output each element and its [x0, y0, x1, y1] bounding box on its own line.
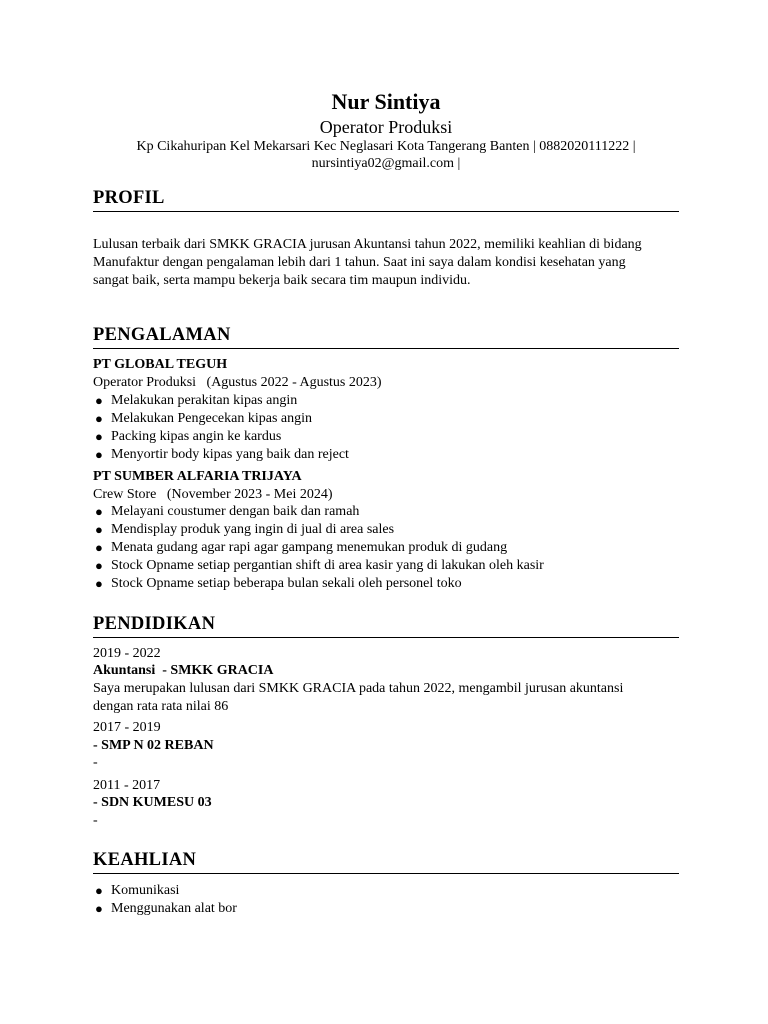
education-years: 2017 - 2019 — [93, 720, 161, 735]
list-item: ● Packing kipas angin ke kardus — [95, 429, 282, 444]
candidate-role: Operator Produksi — [319, 117, 453, 137]
list-item: ● Stock Opname setiap pergantian shift di area kasir yang di lakukan oleh kasir — [95, 558, 544, 573]
list-item: ● Mendisplay produk yang ingin di jual di area sales — [95, 522, 395, 537]
bullet-icon: ● — [95, 393, 103, 408]
job-tasks-list — [93, 503, 544, 593]
bullet-icon: ● — [95, 504, 103, 519]
job-company: PT GLOBAL TEGUH — [93, 357, 228, 372]
list-item: ● Komunikasi — [95, 883, 180, 898]
education-school: Akuntansi - SMKK GRACIA — [93, 663, 274, 678]
education-description: - — [93, 755, 98, 770]
education-years: 2019 - 2022 — [93, 646, 161, 661]
bullet-icon: ● — [95, 540, 103, 555]
job-position: Crew Store (November 2023 - Mei 2024) — [93, 487, 333, 502]
bullet-icon: ● — [95, 411, 103, 426]
bullet-icon: ● — [95, 522, 103, 537]
education-school: - SDN KUMESU 03 — [93, 795, 212, 810]
education-description: Saya merupakan lulusan dari SMKK GRACIA pada tahun 2022, mengambil jurusan akuntansi dengan rata rata nilai 86 — [93, 681, 624, 714]
education-years: 2011 - 2017 — [93, 778, 161, 793]
list-item: ● Stock Opname setiap beberapa bulan sekali oleh personel toko — [95, 576, 462, 591]
bullet-icon: ● — [95, 576, 103, 591]
contact-line-1: Kp Cikahuripan Kel Mekarsari Kec Neglasari Kota Tangerang Banten | 0882020111222 | — [136, 139, 636, 154]
bullet-icon: ● — [95, 429, 103, 444]
section-title-pendidikan: PENDIDIKAN — [93, 612, 679, 638]
job-position: Operator Produksi (Agustus 2022 - Agustus 2023) — [93, 375, 382, 390]
job-tasks-list — [93, 392, 349, 464]
bullet-icon: ● — [95, 558, 103, 573]
list-item: ● Melakukan perakitan kipas angin — [95, 393, 298, 408]
list-item: ● Melakukan Pengecekan kipas angin — [95, 411, 312, 426]
bullet-icon: ● — [95, 883, 103, 898]
list-item: ● Menyortir body kipas yang baik dan reject — [95, 447, 349, 462]
list-item: ● Menggunakan alat bor — [95, 901, 237, 916]
section-title-profil: PROFIL — [93, 186, 679, 212]
list-item: ● Melayani coustumer dengan baik dan ramah — [95, 504, 360, 519]
skills-list — [93, 882, 237, 918]
section-title-keahlian: KEAHLIAN — [93, 848, 679, 874]
candidate-name: Nur Sintiya — [331, 89, 441, 114]
list-item: ● Menata gudang agar rapi agar gampang menemukan produk di gudang — [95, 540, 508, 555]
profil-text: Lulusan terbaik dari SMKK GRACIA jurusan Akuntansi tahun 2022, memiliki keahlian di bidang Manufaktur dengan pengalaman lebih dari 1 tahun. Saat ini saya dalam kondisi kesehatan yang sangat baik, serta mampu bekerja baik secara tim maupun individu. — [93, 237, 642, 288]
resume-page — [93, 0, 679, 1024]
bullet-icon: ● — [95, 447, 103, 462]
section-title-pengalaman: PENGALAMAN — [93, 323, 679, 349]
job-company: PT SUMBER ALFARIA TRIJAYA — [93, 469, 302, 484]
contact-line-2: nursintiya02@gmail.com | — [311, 156, 461, 171]
education-school: - SMP N 02 REBAN — [93, 738, 214, 753]
contact-info — [93, 138, 679, 172]
bullet-icon: ● — [95, 901, 103, 916]
education-description: - — [93, 813, 98, 828]
